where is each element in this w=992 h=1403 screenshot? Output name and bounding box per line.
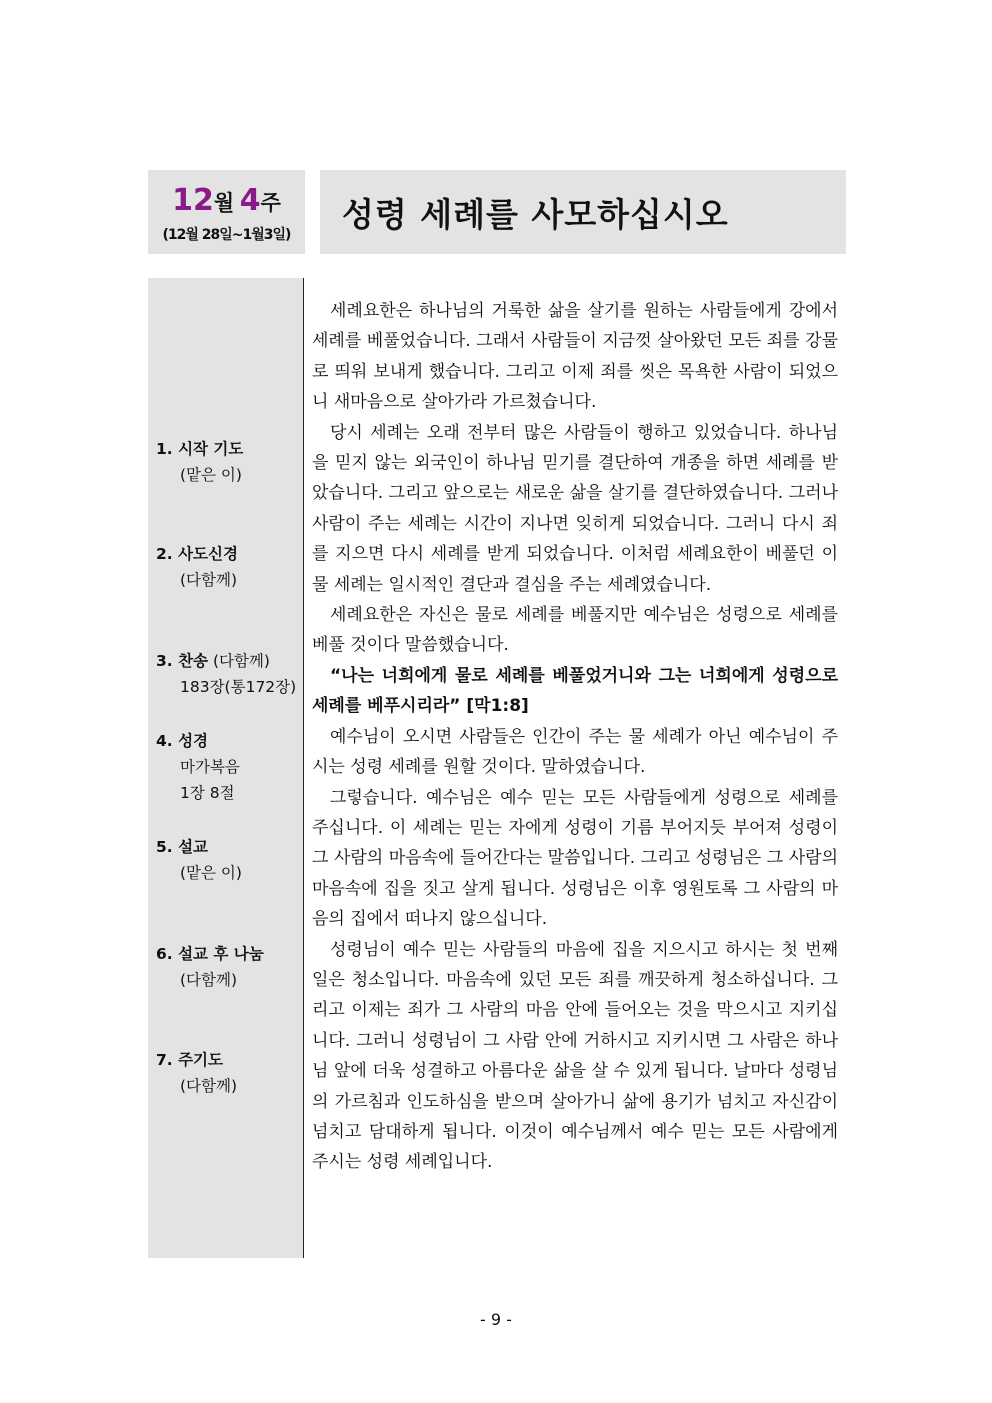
order-item-detail: 183장(통172장)	[180, 678, 297, 696]
order-item-heading: 5. 설교	[156, 838, 209, 856]
sermon-body	[312, 296, 838, 1178]
order-item-detail: 1장 8절	[180, 784, 235, 802]
week-unit: 주	[260, 191, 281, 215]
order-item-lords-prayer	[156, 1047, 237, 1099]
order-item-detail: (맡은 이)	[180, 864, 242, 882]
order-item-heading-extra: (다함께)	[208, 652, 270, 670]
order-item-detail: (다함께)	[180, 571, 238, 589]
paragraph: 세례요한은 자신은 물로 세례를 베풀지만 예수님은 성령으로 세례를 베풀 것이다 말씀했습니다.	[312, 605, 838, 656]
scripture-quote: “나는 너희에게 물로 세례를 베풀었거니와 그는 너희에게 성령으로 세례를 베푸시리라” [막1:8]	[312, 665, 838, 717]
paragraph: 당시 세례는 오래 전부터 많은 사람들이 행하고 있었습니다. 하나님을 믿지 않는 외국인이 하나님 믿기를 결단하여 개종을 하면 세례를 받았습니다. 그리고 앞으로는 새로운 삶을 살기를 결단하였습니다. 그러나 사람이 주는 세례는 시간이 지나면 잊히게 되었습니다. 그러니 다시 죄를 지으면 다시 세례를 받게 되었습니다. 이처럼 세례요한이 베풀던 이 물 세례는 일시적인 결단과 결심을 주는 세례였습니다.	[312, 422, 838, 595]
paragraph: 성령님이 예수 믿는 사람들의 마음에 집을 지으시고 하시는 첫 번째 일은 청소입니다. 마음속에 있던 모든 죄를 깨끗하게 청소하십니다. 그리고 이제는 죄가 그 사람의 마음 안에 들어오는 것을 막으시고 지키십니다. 그러니 성령님이 그 사람 안에 거하시고 지키시면 그 사람은 하나님 앞에 더욱 성결하고 아름다운 삶을 살 수 있게 됩니다. 날마다 성령님의 가르침과 인도하심을 받으며 살아가니 삶에 용기가 넘치고 자신감이 넘치고 담대하게 됩니다. 이것이 예수님께서 예수 믿는 모든 사람에게 주시는 성령 세례입니다.	[312, 939, 838, 1173]
order-item-opening-prayer	[156, 436, 243, 488]
week-number: 4	[239, 183, 261, 218]
order-item-hymn	[156, 648, 296, 700]
order-item-detail: (맡은 이)	[180, 466, 242, 484]
order-item-sharing	[156, 941, 264, 993]
order-item-heading: 2. 사도신경	[156, 545, 238, 563]
order-item-detail: (다함께)	[180, 1077, 238, 1095]
page-title: 성령 세례를 사모하십시오	[342, 194, 729, 234]
paragraph: 세례요한은 하나님의 거룩한 삶을 살기를 원하는 사람들에게 강에서 세례를 베풀었습니다. 그래서 사람들이 지금껏 살아왔던 모든 죄를 강물로 띄워 보내게 했습니다. 그리고 이제 죄를 씻은 목욕한 사람이 되었으니 새마음으로 살아가라 가르쳤습니다.	[312, 301, 838, 413]
order-item-detail: (다함께)	[180, 971, 238, 989]
order-item-scripture	[156, 728, 240, 806]
month-unit: 월	[213, 191, 235, 215]
order-item-heading: 4. 성경	[156, 732, 209, 750]
order-item-detail: 마가복음	[180, 758, 240, 776]
month-number: 12	[172, 183, 214, 218]
order-item-heading: 6. 설교 후 나눔	[156, 945, 264, 963]
page-number: - 9 -	[480, 1310, 512, 1329]
week-label	[148, 184, 305, 222]
order-item-sermon	[156, 834, 242, 886]
order-item-heading: 1. 시작 기도	[156, 440, 244, 458]
week-label-box	[148, 170, 305, 254]
order-item-heading: 7. 주기도	[156, 1051, 223, 1069]
paragraph: 그렇습니다. 예수님은 예수 믿는 모든 사람들에게 성령으로 세례를 주십니다. 이 세례는 믿는 자에게 성령이 기름 부어지듯 부어져 성령이 그 사람의 마음속에 들어간다는 말씀입니다. 그리고 성령님은 그 사람의 마음속에 집을 짓고 살게 됩니다. 성령님은 이후 영원토록 그 사람의 마음의 집에서 떠나지 않으십니다.	[312, 787, 838, 930]
order-item-apostles-creed	[156, 541, 238, 593]
title-box	[320, 170, 846, 254]
order-item-heading: 3. 찬송	[156, 652, 209, 670]
date-range: (12월 28일~1월3일)	[162, 227, 291, 243]
worship-order-sidebar	[148, 278, 304, 1258]
paragraph: 예수님이 오시면 사람들은 인간이 주는 물 세례가 아닌 예수님이 주시는 성령 세례를 원할 것이다. 말하였습니다.	[312, 726, 838, 778]
